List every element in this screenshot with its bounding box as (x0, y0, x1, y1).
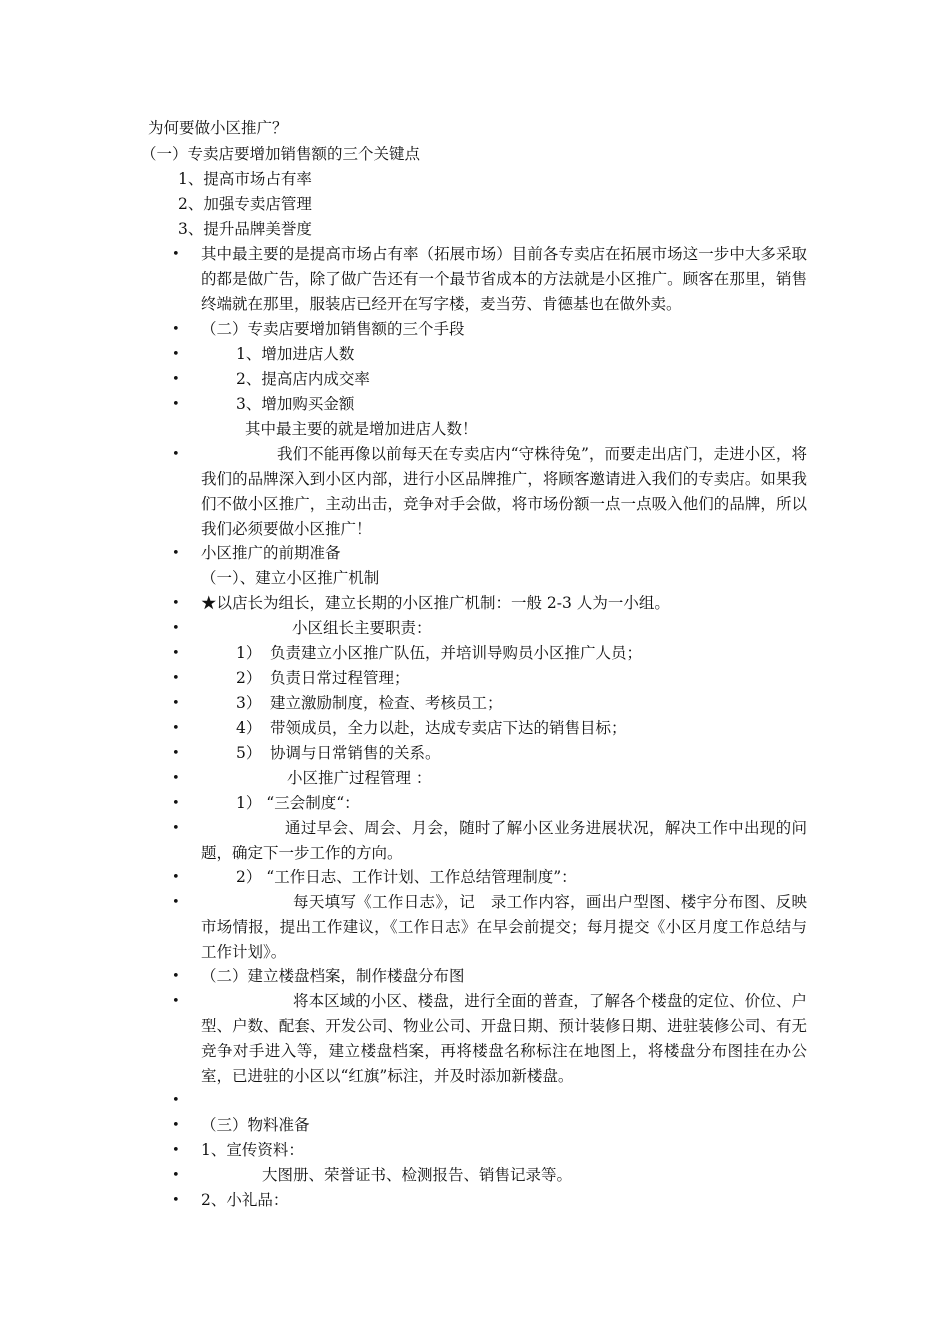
bullet-icon: • (172, 771, 180, 786)
bullet-icon: • (172, 696, 180, 711)
bullet-icon: • (172, 372, 180, 387)
bullet-icon: • (172, 1168, 180, 1183)
duty-text: 带领成员，全力以赴，达成专卖店下达的销售目标； (270, 719, 627, 737)
duty-number: 2） (236, 669, 262, 687)
bullet-icon: • (172, 671, 180, 686)
bullet-icon: • (172, 347, 180, 362)
bullet-icon: • (172, 1143, 180, 1158)
material-2-label: 2、小礼品： (201, 1191, 289, 1209)
bullet-icon: • (172, 322, 180, 337)
section2-heading: （二）专卖店要增加销售额的三个手段 (201, 320, 465, 338)
section2-paragraph: 我们不能再像以前每天在专卖店内“守株待兔”，而要走出店门，走进小区，将我们的品牌深入到小区内部，进行小区品牌推广，将顾客邀请进入我们的专卖店。如果我们不做小区推广，主动出击，竞争对手会做，将市场份额一点一点吸入他们的品牌，所以我们必须要做小区推广！ (201, 445, 807, 538)
section-c-heading: （三）物料准备 (201, 1116, 310, 1134)
doc-title: 为何要做小区推广？ (148, 119, 288, 137)
bullet-icon: • (172, 994, 180, 1009)
section1-item-2: 2、加强专卖店管理 (178, 195, 312, 213)
prep-heading: 小区推广的前期准备 (201, 544, 341, 562)
duty-text: 负责建立小区推广队伍，并培训导购员小区推广人员； (270, 644, 643, 662)
process-heading: 小区推广过程管理 ： (287, 769, 432, 787)
section2-item-3: 3、增加购买金额 (236, 395, 355, 413)
duty-number: 4） (236, 719, 262, 737)
section2-item-1: 1、增加进店人数 (236, 345, 355, 363)
section-b-heading: （二）建立楼盘档案，制作楼盘分布图 (201, 967, 465, 985)
bullet-icon: • (172, 1093, 180, 1108)
bullet-icon: • (172, 1118, 180, 1133)
bullet-icon: • (172, 621, 180, 636)
duty-number: 5） (236, 744, 262, 762)
material-1-text: 大图册、荣誉证书、检测报告、销售记录等。 (262, 1166, 573, 1184)
mechanism-line: ★以店长为组长，建立长期的小区推广机制：一般 2-3 人为一小组。 (201, 594, 670, 612)
bullet-icon: • (172, 646, 180, 661)
bullet-icon: • (172, 821, 180, 836)
bullet-icon: • (172, 596, 180, 611)
process-1-paragraph: 通过早会、周会、月会，随时了解小区业务进展状况，解决工作中出现的问题，确定下一步工作的方向。 (201, 819, 807, 862)
bullet-icon: • (172, 796, 180, 811)
mechanism-heading: （一）、建立小区推广机制 (201, 569, 380, 587)
duty-number: 1） (236, 644, 262, 662)
bullet-icon: • (172, 969, 180, 984)
duty-text: 协调与日常销售的关系。 (270, 744, 441, 762)
section1-heading: （一）专卖店要增加销售额的三个关键点 (141, 145, 421, 163)
process-1-label: 1） “三会制度“： (236, 794, 360, 812)
bullet-icon: • (172, 746, 180, 761)
bullet-icon: • (172, 397, 180, 412)
bullet-icon: • (172, 721, 180, 736)
duty-text: 负责日常过程管理； (270, 669, 410, 687)
bullet-icon: • (172, 870, 180, 885)
bullet-icon: • (172, 247, 180, 262)
section2-key-point: 其中最主要的就是增加进店人数！ (245, 420, 478, 438)
duty-heading: 小区组长主要职责： (292, 619, 432, 637)
section-b-paragraph: 将本区域的小区、楼盘，进行全面的普查，了解各个楼盘的定位、价位、户型、户数、配套、开发公司、物业公司、开盘日期、预计装修日期、进驻装修公司、有无竞争对手进入等，建立楼盘档案，再将楼盘名称标注在地图上，将楼盘分布图挂在办公室，已进驻的小区以“红旗”标注，并及时添加新楼盘。 (201, 992, 807, 1085)
duty-number: 3） (236, 694, 262, 712)
material-1-label: 1、宣传资料： (201, 1141, 304, 1159)
section2-item-2: 2、提高店内成交率 (236, 370, 370, 388)
process-2-paragraph: 每天填写《工作日志》，记 录工作内容，画出户型图、楼宇分布图、反映市场情报，提出工作建议，《工作日志》在早会前提交；每月提交《小区月度工作总结与工作计划》。 (201, 893, 807, 961)
section1-item-1: 1、提高市场占有率 (178, 170, 312, 188)
duty-text: 建立激励制度，检查、考核员工； (270, 694, 503, 712)
bullet-icon: • (172, 1193, 180, 1208)
section1-paragraph: 其中最主要的是提高市场占有率（拓展市场）目前各专卖店在拓展市场这一步中大多采取的都是做广告，除了做广告还有一个最节省成本的方法就是小区推广。顾客在那里，销售终端就在那里，服装店已经开在写字楼，麦当劳、肯德基也在做外卖。 (201, 245, 807, 313)
section1-item-3: 3、提升品牌美誉度 (178, 220, 312, 238)
process-2-label: 2） “工作日志、工作计划、工作总结管理制度”： (236, 868, 577, 886)
bullet-icon: • (172, 895, 180, 910)
bullet-icon: • (172, 447, 180, 462)
bullet-icon: • (172, 546, 180, 561)
